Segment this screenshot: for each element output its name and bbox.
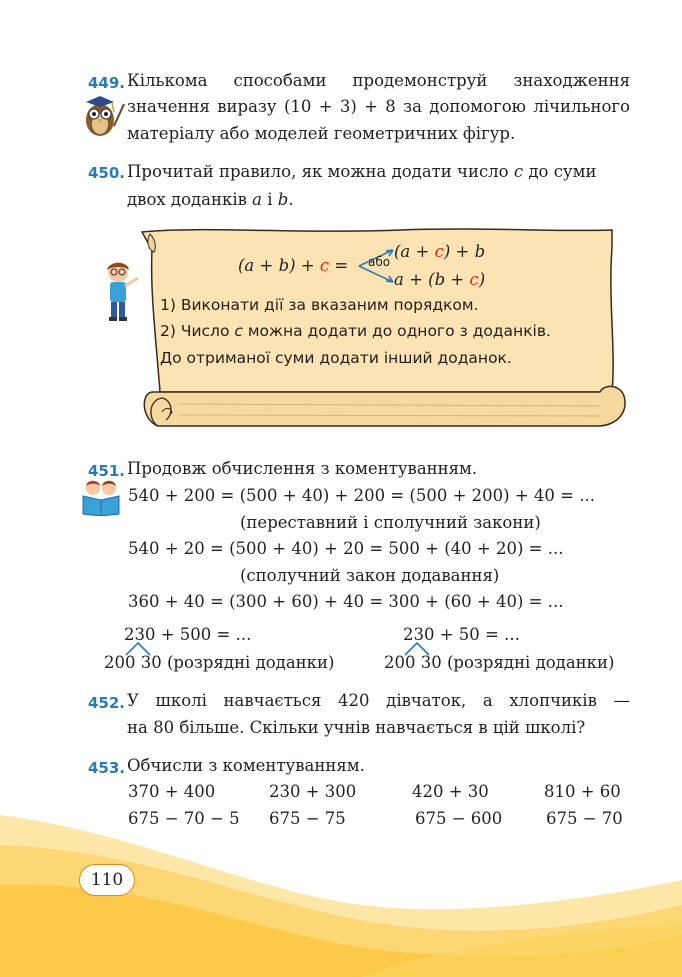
rule-step-3: До отриманої суми додати інший доданок.: [160, 349, 512, 367]
exercise-450-line1: Прочитай правило, як можна додати число c до суми: [127, 162, 597, 181]
exercise-451-line3: 360 + 40 = (300 + 60) + 40 = 300 + (60 + 40) = ...: [128, 592, 564, 611]
exercise-453-r1c2: 230 + 300: [269, 782, 357, 801]
rule-step-2: 2) Число c можна додати до одного з доданків.: [160, 322, 551, 340]
exercise-450-line2: двох доданків a і b.: [127, 190, 294, 209]
exercise-451-note2: (сполучний закон додавання): [240, 566, 500, 585]
exercise-449-line3: матеріалу або моделей геометричних фігур.: [127, 124, 516, 143]
exercise-451-note1: (переставний і сполучний закони): [240, 513, 541, 532]
exercise-453-r1c3: 420 + 30: [412, 782, 489, 801]
exercise-453-r1c4: 810 + 60: [544, 782, 621, 801]
exercise-453-title: Обчисли з коментуванням.: [127, 756, 365, 775]
exercise-452-line2: на 80 більше. Скільки учнів навчається в цій школі?: [127, 718, 586, 737]
split-right-parts: 200 30 (розрядні доданки): [384, 653, 615, 672]
exercise-450-number: 450.: [88, 164, 126, 182]
split-right-expression: 230 + 50 = ...: [403, 625, 520, 644]
exercise-451-number: 451.: [88, 462, 126, 480]
split-left-parts: 200 30 (розрядні доданки): [104, 653, 335, 672]
exercise-453-number: 453.: [88, 759, 126, 777]
rule-left-expression: (a + b) + c =: [238, 256, 349, 275]
children-reading-icon: [79, 478, 125, 516]
exercise-451-title: Продовж обчислення з коментуванням.: [127, 459, 478, 478]
exercise-449-number: 449.: [88, 74, 126, 92]
exercise-452-line1: У школі навчається 420 дівчаток, а хлопчиків —: [127, 691, 630, 710]
exercise-453-r2c1: 675 − 70 − 5: [128, 809, 240, 828]
page-number: 110: [90, 870, 124, 890]
rule-option-1: (a + c) + b: [394, 242, 486, 261]
rule-step-1: 1) Виконати дії за вказаним порядком.: [160, 296, 479, 314]
exercise-452-number: 452.: [88, 694, 126, 712]
rule-option-2: a + (b + c): [394, 270, 486, 289]
exercise-451-line1: 540 + 200 = (500 + 40) + 200 = (500 + 200) + 40 = ...: [128, 486, 595, 505]
exercise-453-r2c2: 675 − 75: [269, 809, 346, 828]
page-number-badge: [79, 864, 135, 896]
split-left-expression: 230 + 500 = ...: [124, 625, 252, 644]
exercise-451-line2: 540 + 20 = (500 + 40) + 20 = 500 + (40 + 20) = ...: [128, 539, 564, 558]
exercise-453-r2c4: 675 − 70: [546, 809, 623, 828]
exercise-449-line1: Кількома способами продемонструй знаходження: [127, 71, 630, 90]
exercise-453-r1c1: 370 + 400: [128, 782, 216, 801]
rule-or-label: або: [368, 255, 391, 269]
exercise-453-r2c3: 675 − 600: [415, 809, 503, 828]
exercise-449-line2: значення виразу (10 + 3) + 8 за допомогою лічильного: [127, 97, 630, 116]
boy-character-icon: [98, 258, 146, 324]
